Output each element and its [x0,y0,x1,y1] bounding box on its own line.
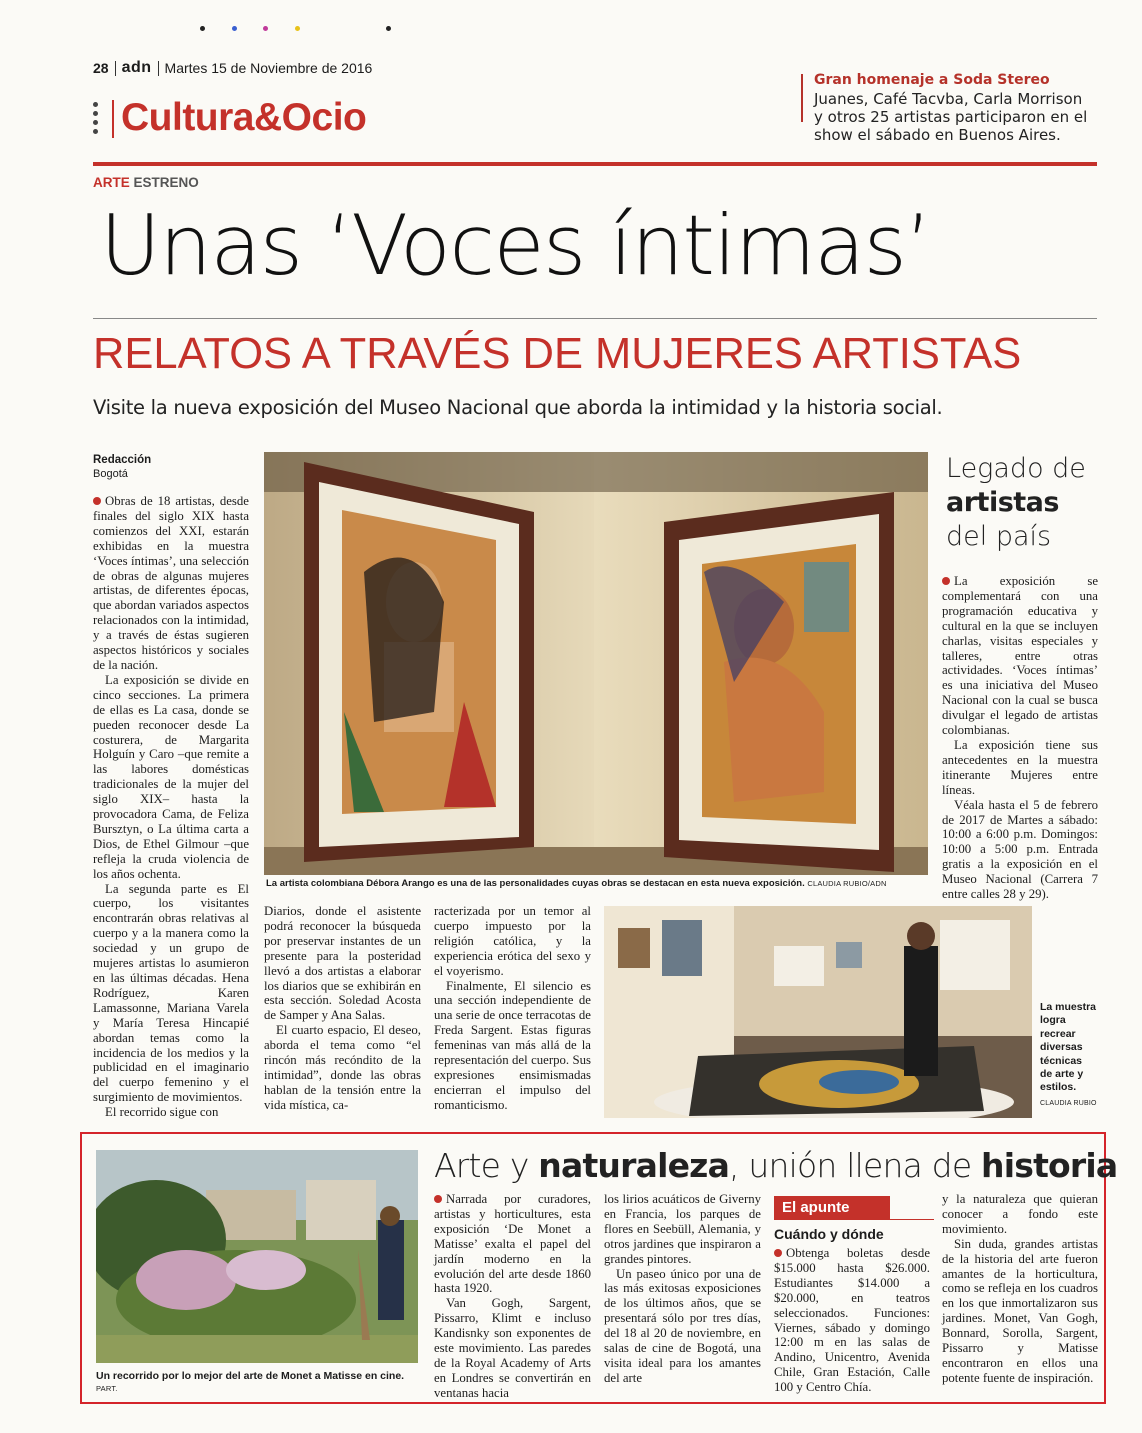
section-title: Cultura&Ocio [121,96,367,139]
apunte-title: Cuándo y dónde [774,1226,884,1242]
byline-city: Bogotá [93,468,128,480]
issue-date: Martes 15 de Noviembre de 2016 [164,60,373,76]
promo-title: Gran homenaje a Soda Stereo [814,72,1050,88]
page-number: 28 [93,60,109,76]
box-column-2: los lirios acuáticos de Giverny en Francia, los parques de flores en Seebüll, Alemania, y otros jardines que inspiraron a grandes pintores. Un paseo único por una de las más exitosas exposiciones de los últimos años, que se presentará sólo por tres días, del 18 al 20 de noviembre, en salas de cine de Bogotá, una visita ideal para los amantes del arte [604,1192,761,1385]
painting-caption: Un recorrido por lo mejor del arte de Monet a Matisse en cine. PART. [96,1370,405,1393]
bullet-icon [774,1249,782,1257]
box-headline: Arte y naturaleza, unión llena de historia [434,1146,1118,1185]
article-kicker: ARTE ESTRENO [93,175,199,190]
article-column-2: Diarios, donde el asistente podrá reconocer la búsqueda por preservar instantes de un presente para la posteridad llevó a dos artistas a elaborar los diarios que se exhibirán en esta sección. Soledad Acosta de Samper y Ana Salas. El cuarto espacio, El deseo, aborda el tema como “el rincón más recóndito de la intimidad”, donde las obras hablan de la tensión entre la vida mística, ca- [264,904,421,1112]
subheadline: RELATOS A TRAVÉS DE MUJERES ARTISTAS [93,330,1022,378]
gallery-photo [604,906,1032,1118]
brand-logo: adn [121,59,152,76]
header-rule [93,162,1097,166]
garden-painting [96,1150,418,1363]
headline: Unas ‘Voces íntimas’ [100,197,931,294]
section-bar [112,100,114,138]
bullet-icon [942,577,950,585]
apunte-rule [890,1219,934,1220]
exhibition-photo [264,452,928,875]
gallery-caption: La muestra logra recrear diversas técnicas de arte y estilos. CLAUDIA RUBIO [1040,1001,1097,1107]
sidebar-column: La exposición se complementará con una programación educativa y cultural en la que se incluyen charlas, visitas especiales y talleres, entre otras actividades. ‘Voces íntimas’ es una iniciativa del Museo Nacional con la cual se busca divulgar el legado de artistas colombianas. La exposición tiene sus antecedentes en la muestra itinerante Mujeres entre líneas. Véala hasta el 5 de febrero de 2017 de Martes a sábado: 10:00 a 6:00 p.m. Domingos: 10:00 a 5:00 p.m. Entrada gratis a la exposición en el Museo Nacional (Carrera 7 entre calles 28 y 29). [942,574,1098,902]
article-column-3: racterizada por un temor al cuerpo impuesto por la religión católica, y la experiencia erótica del sexo y el voyerismo. Finalmente, El silencio es una sección independiente de una serie de once terracotas de Freda Sargent. Estas figuras femeninas van más allá de la representación del cuerpo. Sus expresiones ensimismadas encierran el impulso del romanticismo. [434,904,591,1112]
byline: Redacción [93,454,152,466]
bullet-icon [93,497,101,505]
registration-marks [200,26,400,34]
box-column-1: Narrada por curadores, artistas y horticultures, esta exposición ‘De Monet a Matisse’ exalta el papel del jardín moderno en la evolución del arte desde 1860 hasta 1920. Van Gogh, Sargent, Pissarro, Klimt e incluso Kandisnky son exponentes de este movimiento. Las paredes de la Royal Academy of Arts en Londres se convertirán en ventanas hacia [434,1192,591,1400]
photo-caption: La artista colombiana Débora Arango es una de las personalidades cuyas obras se destacan en esta nueva exposición. CLAUDIA RUBIO/ADN [266,878,887,889]
promo-bar [801,74,803,122]
promo-text: Juanes, Café Tacvba, Carla Morrison y otros 25 artistas participaron en el show el sábado en Buenos Aires. [814,90,1088,144]
section-dots [93,102,99,136]
box-column-4: y la naturaleza que quieran conocer a fondo este movimiento. Sin duda, grandes artistas de la historia del arte fueron amantes de la horticultura, como se refleja en los cuadros en los que inmortalizaron sus jardines. Monet, Van Gogh, Bonnard, Sorolla, Sargent, Pissarro y Matisse encontraron en ellos una potente fuente de inspiración. [942,1192,1098,1385]
article-column-1: Obras de 18 artistas, desde finales del siglo XIX hasta comienzos del XXI, estarán exhibidas en la muestra ‘Voces íntimas’, una selección de obras de algunas mujeres artistas, de diferentes épocas, que abordan variados aspectos relacionados con la intimidad, y a través de éstas sugieren aspectos históricos y sociales de la nación. La exposición se divide en cinco secciones. La primera de ellas es La casa, donde se pueden reconocer desde La costurera, de Margarita Holguín y Caro –que remite a las labores domésticas tradicionales de la mujer del siglo XIX– hasta la provocadora Cama, de Feliza Bursztyn, o La última carta a Dios, de Ethel Gilmour –que refleja la cruda violencia de los años ochenta. La segunda parte es El cuerpo, los visitantes encontrarán obras relativas al cuerpo y a la manera como la sociedad y un grupo de mujeres artistas lo asumieron en las últimas décadas. Hena Rodríguez, Karen Lamassonne, Mariana Varela y María Teresa Hincapié abordan temas como la incidencia de los medios y la publicidad en el imaginario del cuerpo femenino y el surgimiento de movimientos. El recorrido sigue con [93,494,249,1120]
headline-rule [93,318,1097,319]
deck: Visite la nueva exposición del Museo Nacional que aborda la intimidad y la historia social. [93,396,943,419]
sidebar-title: Legado de artistas del país [946,453,1086,552]
bullet-icon [434,1195,442,1203]
page-header [93,58,372,78]
apunte-text: Obtenga boletas desde $15.000 hasta $26.000. Estudiantes $14.000 a $20.000, en teatros seleccionados. Funciones: Viernes, sábado y domingo 12:00 m en las salas de Andino, Unicentro, Avenida Chile, Gran Estación, Calle 100 y Centro Chía. [774,1246,930,1395]
apunte-label: El apunte [774,1196,890,1220]
